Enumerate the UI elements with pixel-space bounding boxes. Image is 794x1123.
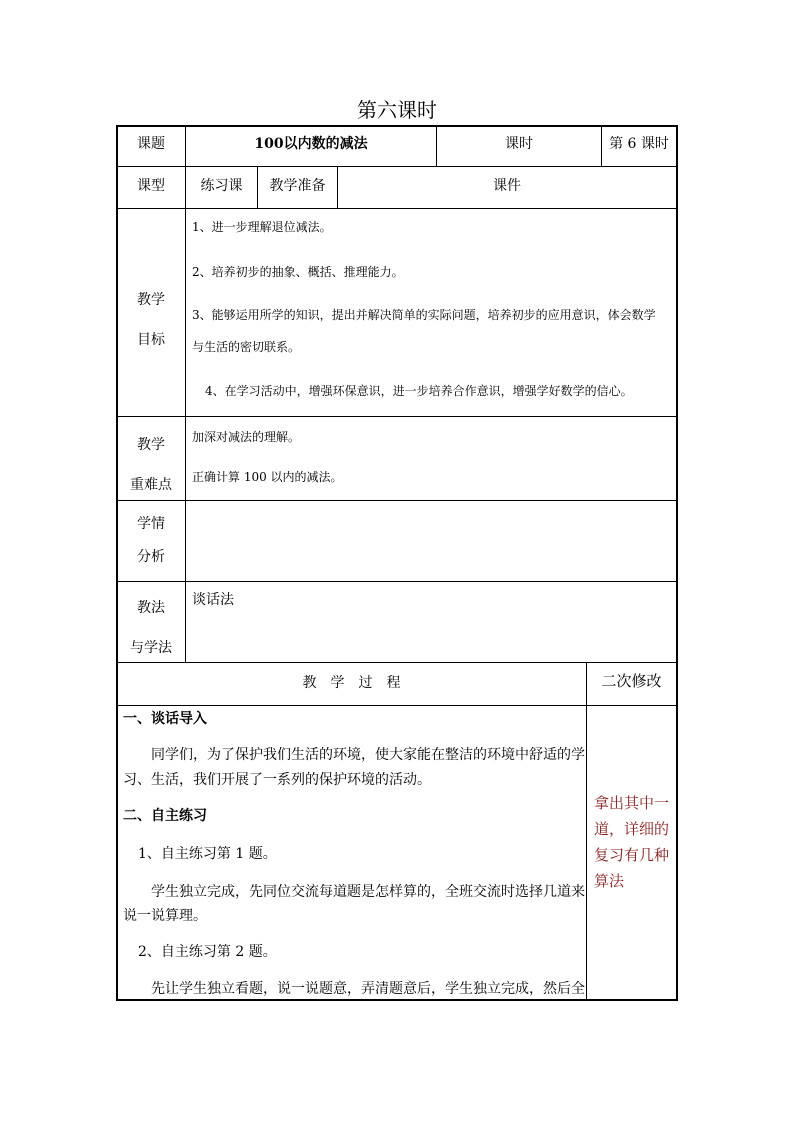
table-border-top — [116, 125, 677, 127]
paragraph-2: 学生独立完成，先同位交流每道题是怎样算的，全班交流时选择几道来 — [151, 884, 585, 900]
methods-label-line-2: 与学法 — [130, 640, 172, 656]
paragraph-1-cont: 习、生活，我们开展了一系列的保护环境的活动。 — [123, 772, 431, 788]
goals-label-line-2: 目标 — [137, 332, 165, 348]
methods-label — [117, 588, 185, 668]
goal-item-3-cont: 与生活的密切联系。 — [192, 340, 301, 354]
topic-value: 100以内数的减法 — [254, 136, 368, 152]
key-point-2: 正确计算 100 以内的减法。 — [192, 470, 343, 484]
methods-value: 谈话法 — [192, 592, 234, 608]
revision-note-line-4: 算法 — [594, 872, 625, 890]
analysis-label — [117, 508, 185, 574]
section-title-1: 一、谈话导入 — [123, 711, 207, 727]
row-line — [117, 416, 676, 417]
table-border-right — [676, 125, 678, 1001]
period-label: 课时 — [505, 136, 533, 152]
key-points-label-line-2: 重难点 — [130, 477, 172, 493]
goals-label-line-1: 教学 — [137, 292, 165, 308]
goals-label — [117, 280, 185, 360]
methods-label-line-1: 教法 — [137, 600, 165, 616]
section-title-2: 二、自主练习 — [123, 808, 207, 824]
goal-item-4: 4、在学习活动中，增强环保意识，进一步培养合作意识，增强学好数学的信心。 — [205, 384, 633, 398]
revision-note — [594, 790, 669, 894]
goal-item-1: 1、进一步理解退位减法。 — [192, 220, 332, 234]
key-points-label — [117, 425, 185, 505]
row-line — [117, 166, 676, 167]
row-line — [117, 500, 676, 501]
prep-label: 教学准备 — [269, 178, 326, 194]
exercise-item-1: 1、自主练习第 1 题。 — [138, 846, 277, 862]
topic-label: 课题 — [137, 136, 165, 152]
analysis-label-line-2: 分析 — [137, 549, 165, 565]
revision-note-line-1: 拿出其中一 — [594, 794, 670, 812]
revision-note-line-3: 复习有几种 — [594, 846, 670, 864]
row-line — [117, 208, 676, 209]
revision-note-line-2: 道，详细的 — [594, 820, 670, 838]
col-line — [185, 126, 186, 662]
revision-header: 二次修改 — [601, 672, 662, 690]
key-point-1: 加深对减法的理解。 — [192, 430, 301, 444]
goal-item-2: 2、培养初步的抽象、概括、推理能力。 — [192, 265, 404, 279]
exercise-item-2: 2、自主练习第 2 题。 — [138, 944, 277, 960]
process-header: 教 学 过 程 — [302, 675, 401, 691]
row-line — [117, 581, 676, 582]
row-line — [117, 662, 676, 663]
analysis-label-line-1: 学情 — [137, 516, 165, 532]
period-value: 第 6 课时 — [609, 136, 669, 152]
paragraph-2-cont: 说一说算理。 — [123, 908, 207, 924]
page-title: 第六课时 — [357, 98, 437, 122]
key-points-label-line-1: 教学 — [137, 437, 165, 453]
prep-value: 课件 — [493, 178, 521, 194]
paragraph-1: 同学们，为了保护我们生活的环境，使大家能在整洁的环境中舒适的学 — [151, 747, 585, 763]
col-line — [586, 662, 587, 999]
paragraph-3: 先让学生独立看题，说一说题意，弄清题意后，学生独立完成，然后全 — [151, 981, 585, 997]
type-value: 练习课 — [200, 178, 243, 194]
type-label: 课型 — [137, 178, 165, 194]
goal-item-3: 3、能够运用所学的知识，提出并解决简单的实际问题，培养初步的应用意识，体会数学 — [192, 308, 656, 322]
